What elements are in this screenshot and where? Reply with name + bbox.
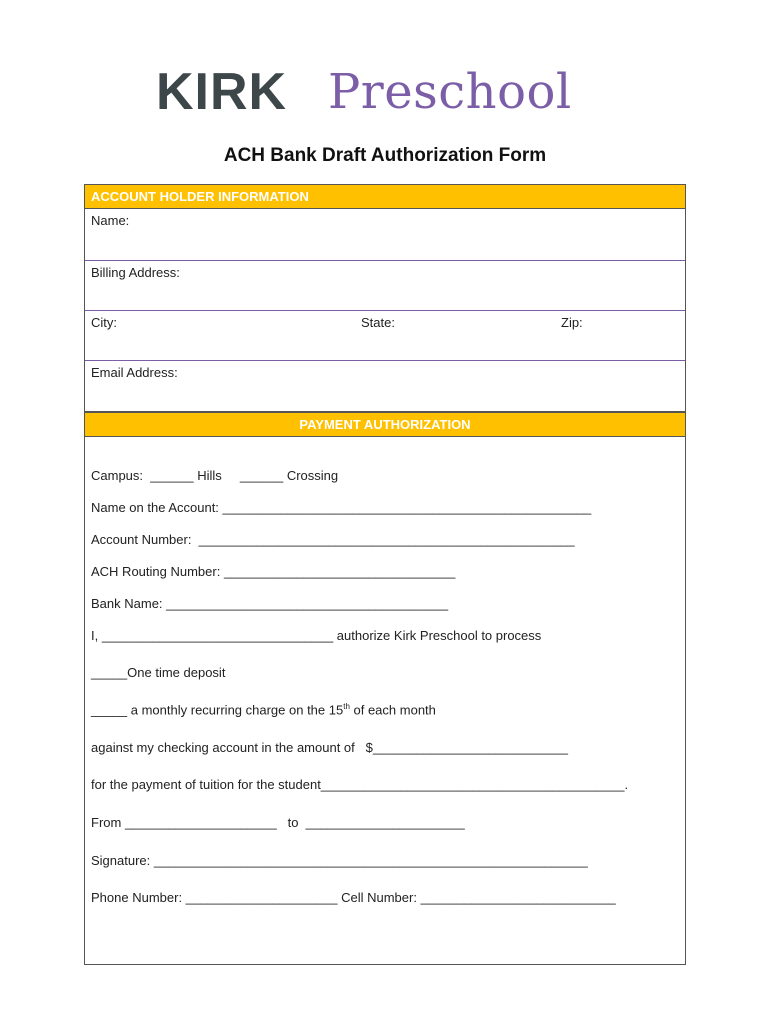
from-to-line[interactable]: From _____________________ to ______________________ (91, 815, 465, 830)
name-on-account-line[interactable]: Name on the Account: ___________________________________________________ (91, 500, 592, 515)
city-label: City: (91, 315, 117, 330)
monthly-charge-line[interactable] (91, 702, 436, 717)
amount-line[interactable]: against my checking account in the amount of $___________________________ (91, 740, 569, 755)
bank-name-line[interactable]: Bank Name: _______________________________________ (91, 596, 449, 611)
monthly-charge-suffix: of each month (349, 702, 436, 718)
signature-line[interactable]: Signature: ____________________________________________________________ (91, 853, 588, 868)
routing-number-line[interactable]: ACH Routing Number: ________________________________ (91, 564, 456, 579)
phone-numbers-line[interactable]: Phone Number: _____________________ Cell Number: ___________________________ (91, 890, 616, 905)
email-address-field[interactable] (85, 361, 685, 412)
monthly-charge-text: _____ a monthly recurring charge on the 15 (91, 702, 344, 718)
account-holder-section (84, 184, 686, 412)
zip-label: Zip: (561, 315, 583, 330)
form-title: ACH Bank Draft Authorization Form (223, 145, 547, 166)
authorize-line[interactable]: I, ________________________________ authorize Kirk Preschool to process (91, 628, 542, 643)
account-holder-header: ACCOUNT HOLDER INFORMATION (85, 185, 685, 209)
tuition-student-line[interactable]: for the payment of tuition for the student__________________________________________. (91, 777, 629, 792)
kirk-preschool-logo (156, 64, 616, 120)
campus-line[interactable]: Campus: ______ Hills ______ Crossing (91, 468, 339, 483)
state-label: State: (361, 315, 395, 330)
one-time-deposit-line[interactable]: _____One time deposit (91, 665, 226, 680)
payment-authorization-section (84, 412, 686, 965)
account-number-line[interactable]: Account Number: ____________________________________________________ (91, 532, 575, 547)
logo-preschool-text: Preschool (328, 64, 572, 120)
logo-kirk-text: KIRK (156, 63, 288, 121)
name-label: Name: (91, 213, 130, 228)
billing-address-label: Billing Address: (91, 265, 180, 280)
billing-address-field[interactable] (85, 261, 685, 311)
city-state-zip-row[interactable] (85, 311, 685, 361)
email-address-label: Email Address: (91, 365, 178, 380)
name-field[interactable] (85, 209, 685, 261)
monthly-charge-superscript: th (343, 702, 350, 711)
payment-authorization-header: PAYMENT AUTHORIZATION (85, 413, 685, 437)
